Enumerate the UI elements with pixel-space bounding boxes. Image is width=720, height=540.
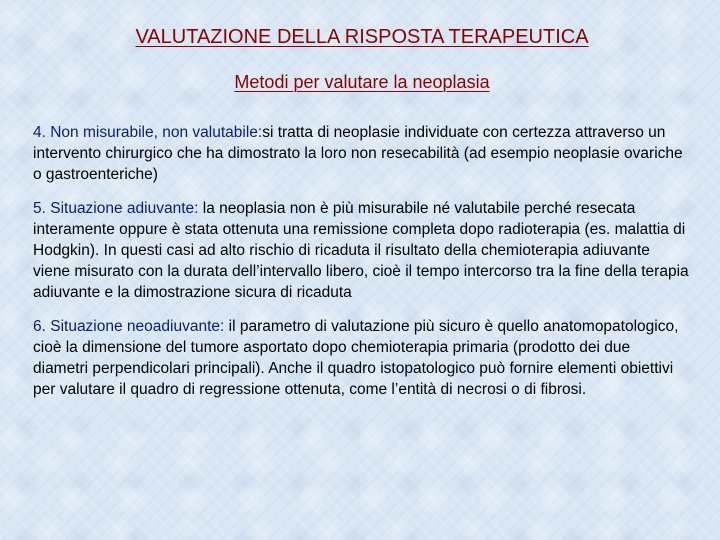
paragraph-adiuvante: [33, 198, 689, 303]
paragraph-lead: 5. Situazione adiuvante:: [33, 200, 199, 217]
paragraph-neoadiuvante: [33, 316, 689, 400]
paragraph-lead: 6. Situazione neoadiuvante:: [33, 318, 225, 335]
slide-title: VALUTAZIONE DELLA RISPOSTA TERAPEUTICA: [135, 26, 589, 48]
paragraph-text: si tratta di neoplasie individuate con certezza attraverso un intervento chirurgico che ha dimostrato la loro non resecabilità (ad esempio neoplasie ovariche o gastroenteriche): [33, 124, 683, 183]
paragraph-text: il parametro di valutazione più sicuro è quello anatomopatologico, cioè la dimensione del tumore asportato dopo chemioterapia primaria (prodotto dei due diametri perpendicolari principali). Anche il quadro istopatologico può fornire elementi obiettivi per valutare il quadro di regressione ottenuta, come l’entità di necrosi o di fibrosi.: [33, 318, 679, 398]
slide-body: [33, 122, 689, 413]
paragraph-non-misurabile: [33, 122, 689, 185]
slide-subtitle: Metodi per valutare la neoplasia: [234, 72, 490, 92]
paragraph-lead: 4. Non misurabile, non valutabile:: [33, 124, 263, 141]
paragraph-text: la neoplasia non è più misurabile né valutabile perché resecata interamente oppure è stata ottenuta una remissione completa dopo radioterapia (es. malattia di Hodgkin). In questi casi ad alto rischio di ricaduta il risultato della chemioterapia adiuvante viene misurato con la durata dell’intervallo libero, cioè il tempo intercorso tra la fine della terapia adiuvante e la dimostrazione sicura di ricaduta: [33, 200, 689, 301]
